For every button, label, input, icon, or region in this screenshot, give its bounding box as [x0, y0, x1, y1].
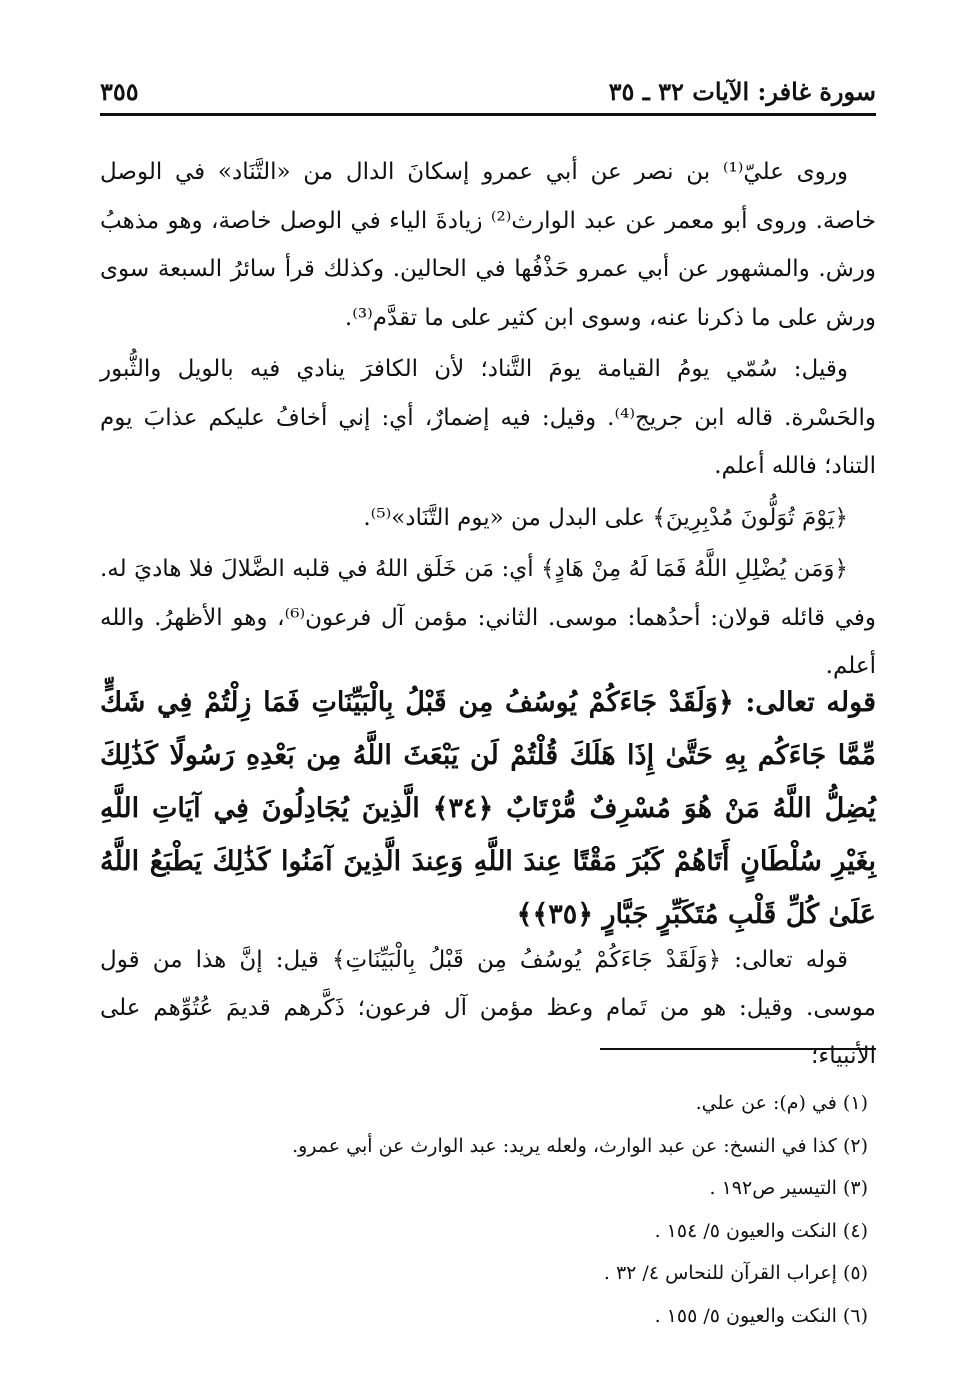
verse-text: ﴿وَلَقَدْ جَاءَكُمْ يُوسُفُ مِن قَبْلُ بِالْبَيِّنَاتِ فَمَا زِلْتُمْ فِي شَكٍّ مِّمَّا جَاءَكُم بِهِ حَتَّىٰ إِذَا هَلَكَ قُلْتُمْ لَن يَبْعَثَ اللَّهُ مِن بَعْدِهِ رَسُولًا كَذَٰلِكَ يُضِلُّ اللَّهُ مَنْ هُوَ مُسْرِفٌ مُّرْتَابٌ ﴿٣٤﴾ الَّذِينَ يُجَادِلُونَ فِي آيَاتِ اللَّهِ بِغَيْرِ سُلْطَانٍ أَتَاهُمْ كَبُرَ مَقْتًا عِندَ اللَّهِ وَعِندَ الَّذِينَ آمَنُوا كَذَٰلِكَ يَطْبَعُ اللَّهُ عَلَىٰ كُلِّ قَلْبِ مُتَكَبِّرٍ جَبَّارٍ ﴿٣٥﴾﴾	[100, 687, 876, 930]
running-title: سورة غافر: الآيات ٣٢ ـ ٣٥	[608, 77, 876, 106]
quranic-verse-block	[100, 676, 876, 941]
commentary-paragraph: قوله تعالى: ﴿وَلَقَدْ جَاءَكُمْ يُوسُفُ مِن قَبْلُ بِالْبَيِّنَاتِ﴾ قيل: إنَّ هذا من قول موسى. وقيل: هو من تَمام وعظ مؤمن آل فرعون؛ ذَكَّرهم قديمَ عُتُوِّهم على الأنبياء؛	[100, 947, 876, 1069]
footnote: (٤) النكت والعيون ٥/ ١٥٤ .	[654, 1219, 868, 1242]
commentary-text	[100, 936, 876, 1080]
paragraph: وروى عليّ⁽¹⁾ بن نصر عن أبي عمرو إسكانَ الدال من «التَّنَاد» في الوصل خاصة. وروى أبو معمر عن عبد الوارث⁽²⁾ زيادةَ الياء في الوصل خاصة، وهو مذهبُ ورش. والمشهور عن أبي عمرو حَذْفُها في الحالين. وكذلك قرأ سائرُ السبعة سوى ورش على ما ذكرنا عنه، وسوى ابن كثير على ما تقدَّم⁽³⁾.	[100, 159, 876, 331]
paragraph: وقيل: سُمّي يومُ القيامة يومَ التَّناد؛ لأن الكافرَ ينادي فيه بالويل والثُّبور والحَسْرة. قاله ابن جريج⁽⁴⁾. وقيل: فيه إضمارٌ، أي: إني أخافُ عليكم عذابَ يوم التناد؛ فالله أعلم.	[100, 356, 876, 479]
paragraph: ﴿وَمَن يُضْلِلِ اللَّهُ فَمَا لَهُ مِنْ هَادٍ﴾ أي: مَن خَلَق اللهُ في قلبه الضَّلالَ فلا هاديَ له. وفي قائله قولان: أحدُهما: موسى. الثاني: مؤمن آل فرعون⁽⁶⁾، وهو الأظهرُ. والله أعلم.	[100, 556, 876, 679]
footnote: (١) في (م): عن علي.	[695, 1092, 868, 1114]
verse-lead: قوله تعالى:	[745, 687, 876, 718]
footnote-divider	[600, 1048, 876, 1050]
header-divider	[100, 113, 876, 116]
running-header	[100, 66, 876, 106]
page-number: ٣٥٥	[100, 77, 139, 106]
main-text	[100, 148, 876, 691]
footnotes	[100, 1082, 868, 1337]
footnote: (٣) التيسير ص١٩٢ .	[709, 1177, 868, 1199]
paragraph: ﴿يَوْمَ تُوَلُّونَ مُدْبِرِينَ﴾ على البدل من «يوم التَّنَاد»⁽⁵⁾.	[363, 504, 848, 531]
footnote: (٦) النكت والعيون ٥/ ١٥٥ .	[654, 1304, 868, 1327]
footnote: (٥) إعراب القرآن للنحاس ٤/ ٣٢ .	[603, 1262, 868, 1284]
footnote: (٢) كذا في النسخ: عن عبد الوارث، ولعله يريد: عبد الوارث عن أبي عمرو.	[292, 1134, 868, 1157]
